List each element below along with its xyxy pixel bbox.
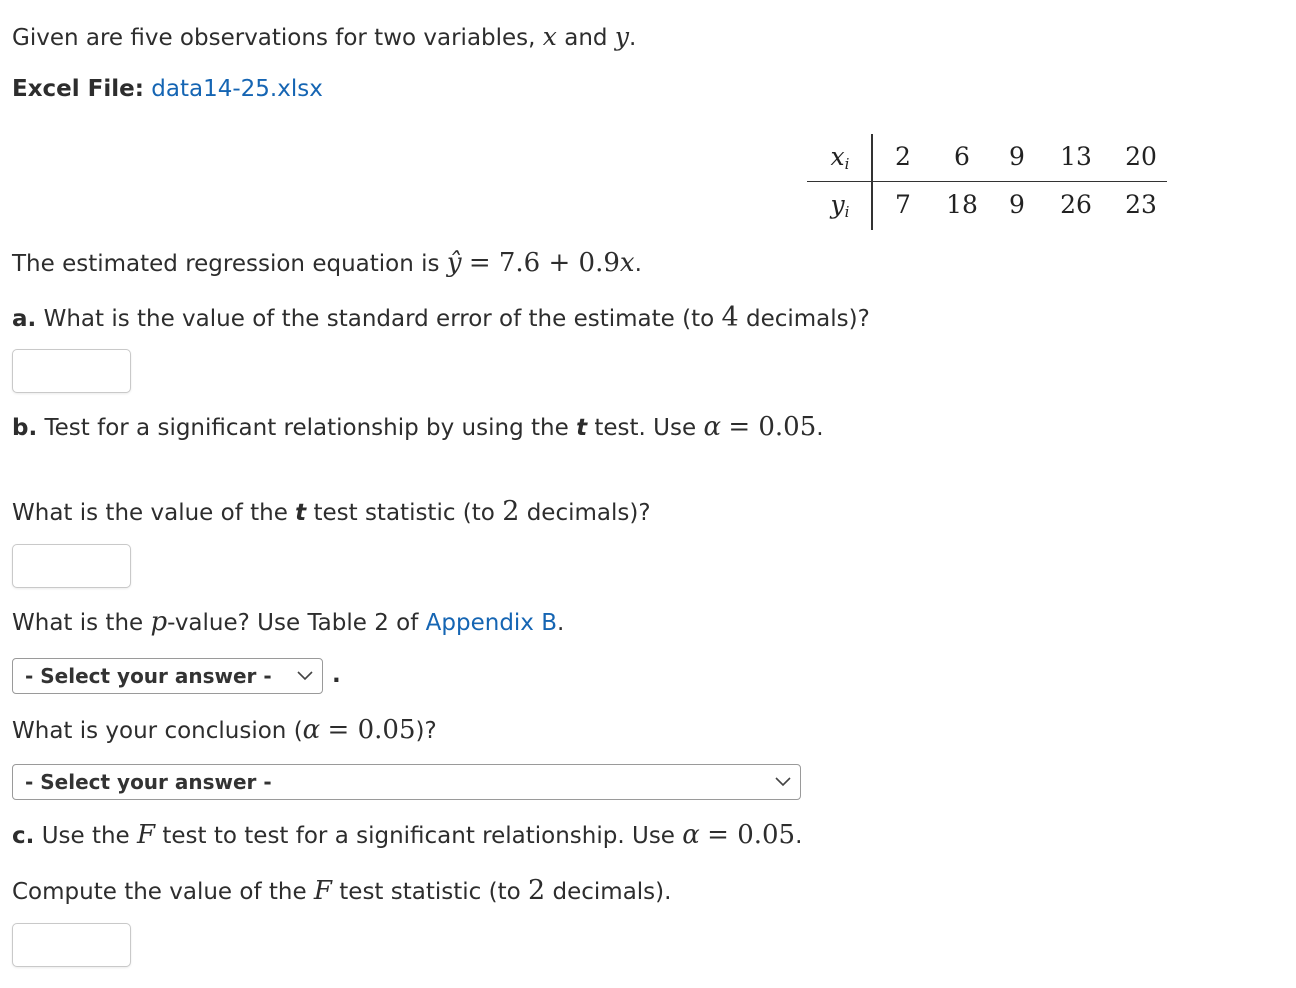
part-b-question: b. Test for a significant relationship by using the t test. Use α = 0.05.: [12, 412, 824, 442]
y-value: 7: [895, 190, 911, 219]
excel-file-line: [12, 76, 323, 102]
var-y: y: [614, 22, 629, 51]
x-value: 20: [1125, 142, 1157, 171]
chevron-down-icon: [296, 668, 314, 682]
data-table: [807, 134, 1167, 230]
select-trailing-period: .: [332, 662, 341, 688]
intro-text: Given are five observations for two variables, x and y.: [12, 22, 637, 51]
regression-equation: The estimated regression equation is ŷ = 7.6 + 0.9x.: [12, 248, 642, 278]
p-value-question: What is the p-value? Use Table 2 of Appendix B.: [12, 607, 565, 637]
y-value: 23: [1125, 190, 1157, 219]
y-value: 18: [946, 190, 978, 219]
p-value-select[interactable]: - Select your answer -: [12, 658, 323, 694]
table-divider-vertical: [871, 134, 873, 230]
t-statistic-question: What is the value of the t test statistic (to 2 decimals)?: [12, 496, 651, 527]
y-value: 9: [1009, 190, 1025, 219]
excel-file-link[interactable]: data14-25.xlsx: [151, 76, 323, 102]
chevron-down-icon: [774, 774, 792, 788]
row-header-y: $y_i$: [830, 190, 850, 221]
standard-error-input[interactable]: [12, 349, 131, 393]
x-value: 9: [1009, 142, 1025, 171]
row-header-x: $x_i$: [830, 142, 850, 173]
part-a-question: a. What is the value of the standard error of the estimate (to 4 decimals)?: [12, 302, 870, 333]
conclusion-select[interactable]: - Select your answer -: [12, 764, 801, 800]
appendix-b-link[interactable]: Appendix B: [425, 610, 558, 636]
f-statistic-input[interactable]: [12, 923, 131, 967]
t-statistic-input[interactable]: [12, 544, 131, 588]
x-value: 13: [1060, 142, 1092, 171]
f-statistic-question: Compute the value of the F test statistic (to 2 decimals).: [12, 875, 672, 906]
x-value: 2: [895, 142, 911, 171]
excel-file-label: Excel File:: [12, 76, 144, 102]
x-value: 6: [954, 142, 970, 171]
conclusion-question: What is your conclusion (α = 0.05)?: [12, 715, 437, 745]
part-c-question: c. Use the F test to test for a significant relationship. Use α = 0.05.: [12, 820, 803, 850]
table-divider-horizontal: [807, 181, 1167, 182]
y-value: 26: [1060, 190, 1092, 219]
var-x: x: [542, 22, 557, 51]
